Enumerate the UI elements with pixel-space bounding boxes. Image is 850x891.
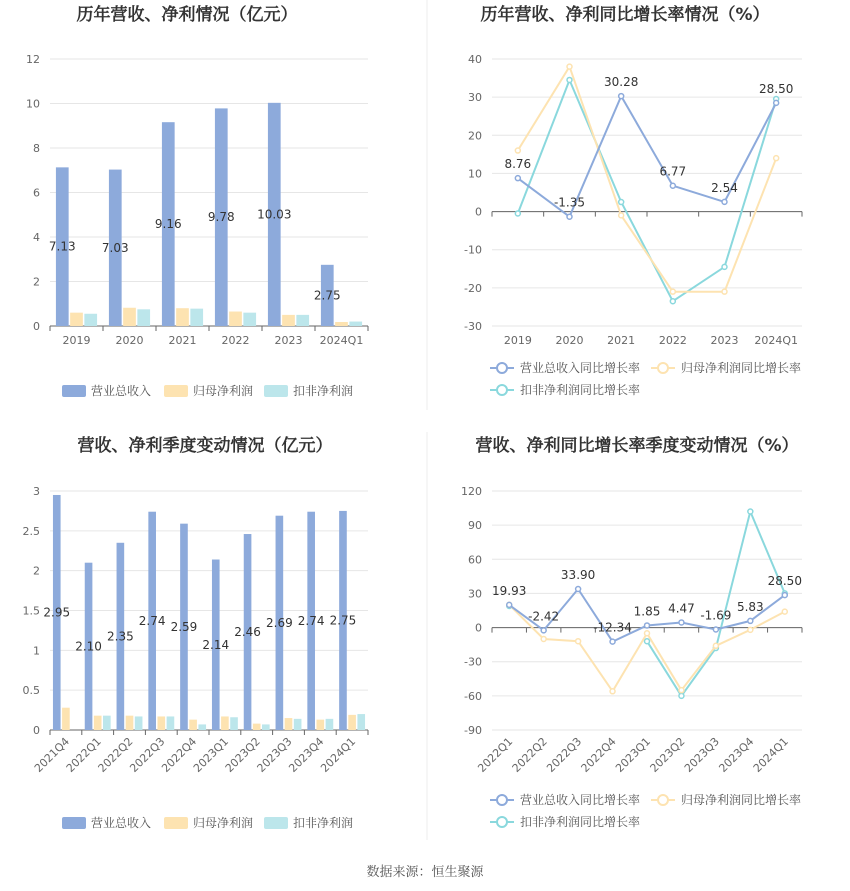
bar-data-label: 7.03	[101, 240, 129, 255]
series-point	[610, 639, 615, 644]
bar-data-label: 7.13	[48, 239, 76, 254]
x-tick-label: 2023Q3	[681, 734, 723, 775]
series-point	[782, 609, 787, 614]
y-tick-label: 30	[468, 91, 482, 105]
bar-data-label: 2.59	[170, 619, 198, 634]
series-point	[567, 77, 572, 82]
y-tick-label: -20	[464, 281, 482, 295]
y-tick-label: 2	[33, 564, 40, 578]
y-tick-label: 10	[26, 97, 40, 111]
x-tick-label: 2022Q3	[127, 734, 168, 775]
series-point	[541, 628, 546, 633]
series-point	[576, 586, 581, 591]
series-point	[670, 289, 675, 294]
y-tick-label: 60	[468, 553, 482, 567]
legend-label: 扣非净利润同比增长率	[520, 815, 641, 829]
bar-deducted-profit	[243, 313, 256, 326]
bar-data-label: 2.95	[43, 605, 71, 620]
legend-swatch	[264, 817, 288, 829]
legend-marker	[497, 817, 507, 827]
legend-label: 营业总收入	[91, 816, 152, 830]
bar-net-profit	[176, 308, 189, 326]
x-tick-label: 2022Q2	[509, 734, 550, 775]
x-tick-label: 2023Q1	[613, 734, 654, 775]
x-tick-label: 2020	[115, 334, 144, 347]
y-tick-label: 120	[461, 485, 482, 498]
series-point	[713, 627, 718, 632]
bar-deducted-profit	[296, 315, 309, 326]
y-tick-label: 20	[468, 129, 482, 143]
series-point	[576, 639, 581, 644]
series-point	[679, 620, 684, 625]
y-tick-label: 6	[33, 186, 40, 200]
legend-label: 归母净利润同比增长率	[681, 793, 802, 807]
chart-title: 营收、净利季度变动情况（亿元）	[77, 436, 333, 456]
x-tick-label: 2019	[503, 334, 532, 347]
legend-label: 扣非净利润	[293, 384, 354, 398]
legend-marker	[658, 795, 668, 805]
y-tick-label: 3	[33, 485, 40, 498]
line-data-label: 28.50	[758, 81, 794, 96]
legend-label: 归母净利润同比增长率	[681, 361, 802, 375]
y-tick-label: 12	[26, 53, 40, 66]
data-source-note: 数据来源：恒生聚源	[366, 865, 484, 880]
y-tick-label: 0.5	[22, 684, 40, 698]
bar-net-profit	[157, 716, 165, 730]
bar-data-label: 2.14	[202, 637, 230, 652]
y-tick-label: 2	[33, 275, 40, 289]
series-point	[541, 636, 546, 641]
series-point	[748, 618, 753, 623]
x-tick-label: 2022Q1	[475, 734, 516, 775]
y-tick-label: 40	[468, 53, 482, 66]
bar-net-profit	[253, 724, 261, 730]
chart-title: 营收、净利同比增长率季度变动情况（%）	[475, 436, 799, 456]
x-tick-label: 2023Q2	[647, 734, 688, 775]
line-data-label: -1.35	[553, 195, 586, 210]
bar-data-label: 10.03	[257, 207, 292, 222]
series-point	[610, 689, 615, 694]
y-tick-label: 0	[475, 621, 482, 635]
y-tick-label: 30	[468, 587, 482, 601]
line-data-label: -1.69	[700, 608, 732, 623]
series-point	[515, 176, 520, 181]
series-point	[774, 100, 779, 105]
series-point	[507, 602, 512, 607]
legend-label: 归母净利润	[193, 816, 254, 830]
legend-label: 归母净利润	[193, 384, 254, 398]
x-tick-label: 2023Q1	[190, 734, 232, 775]
bar-deducted-profit	[198, 724, 206, 730]
bar-data-label: 2.75	[329, 613, 357, 628]
x-tick-label: 2022Q4	[159, 734, 200, 775]
y-tick-label: 0	[33, 320, 40, 333]
bar-net-profit	[282, 315, 295, 326]
x-tick-label: 2023	[274, 334, 303, 347]
y-tick-label: -60	[464, 689, 482, 703]
series-point	[722, 289, 727, 294]
x-tick-label: 2023Q3	[254, 734, 295, 775]
bar-data-label: 9.16	[154, 217, 182, 232]
bar-net-profit	[285, 718, 293, 730]
series-point	[645, 639, 650, 644]
legend-swatch	[264, 385, 288, 397]
bar-deducted-profit	[326, 719, 334, 730]
legend-marker	[658, 363, 668, 373]
bar-data-label: 2.75	[313, 288, 341, 303]
series-point	[645, 631, 650, 636]
y-tick-label: -10	[464, 243, 482, 257]
series-point	[567, 64, 572, 69]
bar-net-profit	[123, 308, 136, 326]
x-tick-label: 2020	[555, 334, 584, 347]
series-point	[567, 214, 572, 219]
bar-deducted-profit	[167, 716, 175, 730]
line-data-label: 2.54	[711, 180, 738, 195]
bar-data-label: 9.78	[207, 210, 235, 225]
series-point	[748, 509, 753, 514]
x-tick-label: 2021Q4	[31, 734, 73, 775]
series-point	[670, 299, 675, 304]
bar-net-profit	[229, 312, 242, 326]
bar-deducted-profit	[357, 714, 365, 730]
bar-deducted-profit	[137, 309, 150, 326]
y-tick-label: 0	[33, 724, 40, 737]
legend-swatch	[164, 817, 188, 829]
x-tick-label: 2024Q1	[318, 734, 359, 775]
chart-title: 历年营收、净利同比增长率情况（%）	[480, 5, 770, 25]
line-data-label: 8.76	[504, 157, 532, 172]
bar-deducted-profit	[190, 309, 203, 326]
x-tick-label: 2024Q1	[319, 334, 364, 347]
y-tick-label: -30	[464, 655, 482, 669]
y-tick-label: 8	[33, 142, 40, 155]
bar-net-profit	[62, 708, 70, 730]
legend-label: 扣非净利润同比增长率	[520, 383, 641, 397]
x-tick-label: 2019	[62, 334, 91, 347]
legend-marker	[497, 385, 507, 395]
y-tick-label: 90	[468, 519, 482, 533]
line-data-label: 4.47	[668, 601, 695, 616]
series-point	[679, 688, 684, 693]
series-point	[748, 627, 753, 632]
series-point	[722, 199, 727, 204]
x-tick-label: 2023Q4	[286, 734, 327, 775]
line-data-label: 5.83	[736, 599, 764, 614]
x-tick-label: 2021	[607, 334, 636, 347]
series-point	[774, 156, 779, 161]
legend-swatch	[164, 385, 188, 397]
series-point	[619, 94, 624, 99]
legend-swatch	[62, 817, 86, 829]
bar-net-profit	[70, 313, 83, 326]
bar-net-profit	[348, 715, 356, 730]
bar-deducted-profit	[230, 717, 238, 730]
y-tick-label: -30	[464, 320, 482, 333]
series-point	[515, 211, 520, 216]
bar-net-profit	[221, 716, 229, 730]
x-tick-label: 2022Q2	[95, 734, 136, 775]
bar-deducted-profit	[349, 322, 362, 326]
x-tick-label: 2023	[710, 334, 739, 347]
y-tick-label: 2.5	[22, 524, 40, 538]
y-tick-label: 1.5	[22, 604, 40, 618]
x-tick-label: 2022	[221, 334, 250, 347]
x-tick-label: 2023Q2	[222, 734, 263, 775]
bar-net-profit	[94, 716, 102, 730]
legend-label: 营业总收入	[91, 384, 152, 398]
bar-deducted-profit	[262, 724, 270, 730]
bar-data-label: 2.10	[75, 639, 102, 654]
legend-label: 扣非净利润	[293, 816, 354, 830]
x-tick-label: 2022	[658, 334, 687, 347]
x-tick-label: 2022Q4	[578, 734, 619, 775]
line-data-label: 6.77	[659, 164, 687, 179]
bar-net-profit	[316, 720, 324, 730]
series-point	[515, 148, 520, 153]
bar-deducted-profit	[103, 716, 111, 730]
bar-data-label: 2.35	[107, 629, 134, 644]
line-data-label: -2.42	[528, 609, 560, 624]
legend-label: 营业总收入同比增长率	[520, 793, 641, 807]
legend-marker	[497, 363, 507, 373]
bar-deducted-profit	[84, 314, 97, 326]
x-tick-label: 2022Q3	[544, 734, 585, 775]
bar-data-label: 2.69	[266, 615, 293, 630]
line-data-label: 30.28	[603, 75, 639, 90]
bar-net-profit	[189, 720, 197, 730]
line-data-label: 28.50	[767, 574, 802, 589]
line-data-label: 19.93	[492, 583, 527, 598]
line-data-label: -12.34	[593, 620, 632, 635]
y-tick-label: 1	[33, 644, 40, 658]
bar-net-profit	[335, 322, 348, 326]
legend-marker	[497, 795, 507, 805]
x-tick-label: 2023Q4	[716, 734, 757, 775]
line-data-label: 33.90	[560, 567, 596, 582]
bar-net-profit	[126, 716, 134, 730]
x-tick-label: 2024Q1	[750, 734, 791, 775]
series-point	[722, 264, 727, 269]
bar-data-label: 2.46	[234, 625, 261, 640]
y-tick-label: 10	[468, 167, 482, 181]
chart-title: 历年营收、净利情况（亿元）	[76, 5, 298, 25]
x-tick-label: 2022Q1	[63, 734, 104, 775]
series-point	[619, 200, 624, 205]
bar-data-label: 2.74	[297, 613, 325, 628]
legend-swatch	[62, 385, 86, 397]
bar-data-label: 2.74	[138, 613, 166, 628]
line-data-label: 1.85	[633, 604, 661, 619]
series-point	[645, 623, 650, 628]
bar-deducted-profit	[135, 716, 143, 730]
y-tick-label: -90	[464, 724, 482, 737]
series-point	[782, 593, 787, 598]
y-tick-label: 4	[33, 231, 40, 244]
y-tick-label: 0	[475, 205, 482, 219]
series-point	[619, 213, 624, 218]
bar-deducted-profit	[294, 719, 302, 730]
series-point	[679, 693, 684, 698]
x-tick-label: 2024Q1	[754, 334, 798, 347]
x-tick-label: 2021	[168, 334, 197, 347]
legend-label: 营业总收入同比增长率	[520, 361, 641, 375]
series-point	[713, 643, 718, 648]
series-point	[670, 183, 675, 188]
